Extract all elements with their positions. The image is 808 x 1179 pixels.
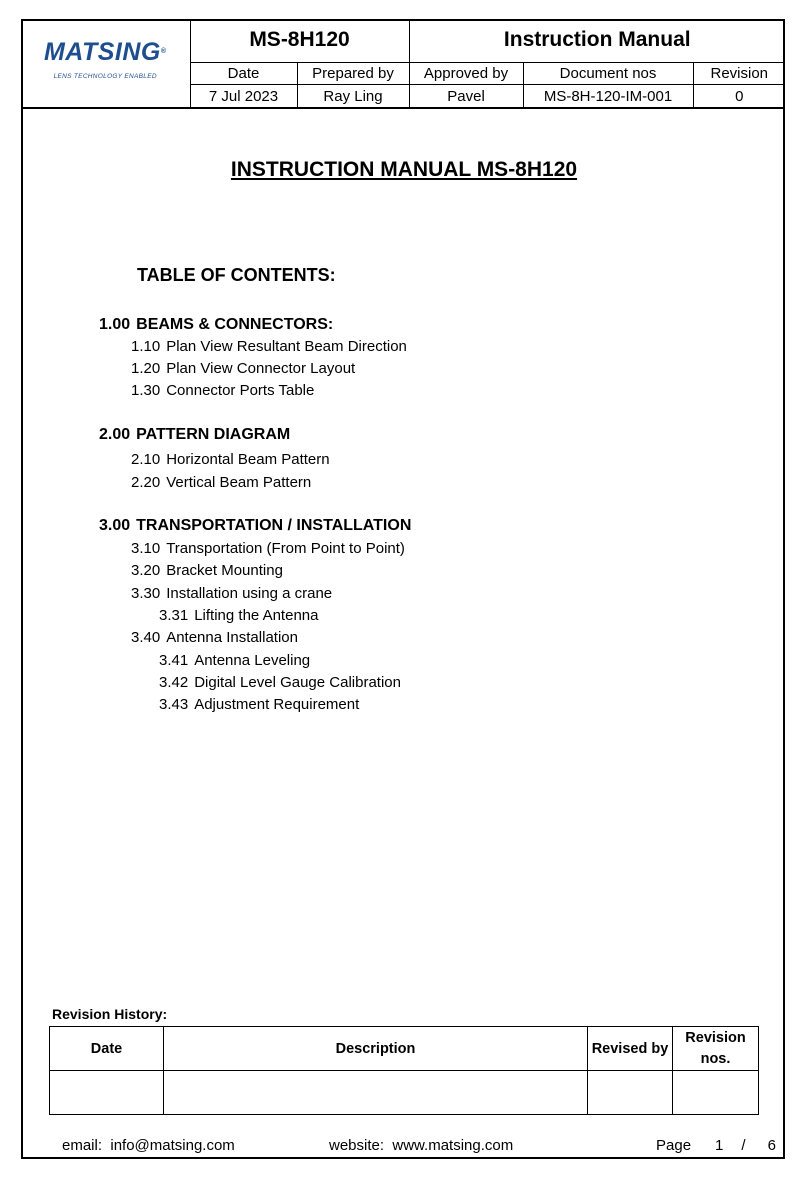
header-document-nos-value: MS-8H-120-IM-001 <box>523 85 693 108</box>
header-col-prepared-by: Prepared by <box>297 62 409 85</box>
header-approved-by-value: Pavel <box>409 85 523 108</box>
toc-number: 3.10 <box>131 540 161 557</box>
toc-label: Installation using a crane <box>166 585 333 602</box>
toc-item <box>159 607 318 624</box>
header-divider <box>21 107 785 109</box>
footer-email: email: info@matsing.com <box>62 1137 235 1154</box>
table-row <box>50 1071 759 1115</box>
toc-label: Digital Level Gauge Calibration <box>194 674 401 691</box>
toc-number: 3.43 <box>159 696 189 713</box>
footer-website: website: www.matsing.com <box>329 1137 514 1154</box>
website-link[interactable]: www.matsing.com <box>392 1137 514 1154</box>
header-col-date: Date <box>190 62 297 85</box>
revision-history-table <box>49 1026 759 1115</box>
toc-item <box>131 360 355 377</box>
toc-item <box>131 585 332 602</box>
toc-label: BEAMS & CONNECTORS: <box>136 316 334 333</box>
toc-section <box>99 316 333 334</box>
rev-cell-date <box>50 1071 164 1115</box>
toc-label: Plan View Connector Layout <box>166 360 356 377</box>
revision-history-label: Revision History: <box>52 1006 168 1022</box>
toc-number: 1.30 <box>131 382 161 399</box>
toc-item <box>131 562 283 579</box>
toc-section <box>99 517 411 535</box>
toc-number: 3.00 <box>99 517 131 534</box>
toc-label: Horizontal Beam Pattern <box>166 451 330 468</box>
matsing-logo: MATSING® LENS TECHNOLOGY ENABLED <box>43 38 167 80</box>
rev-cell-revision-nos <box>673 1071 759 1115</box>
document-type: Instruction Manual <box>409 19 785 62</box>
toc-label: Bracket Mounting <box>166 562 283 579</box>
rev-cell-revised-by <box>588 1071 673 1115</box>
header-col-revision: Revision <box>693 62 785 85</box>
toc-item <box>159 674 401 691</box>
toc-label: Vertical Beam Pattern <box>166 474 312 491</box>
toc-label: Antenna Installation <box>166 629 298 646</box>
rev-col-revised-by: Revised by <box>588 1027 673 1071</box>
toc-number: 1.10 <box>131 338 161 355</box>
toc-heading: TABLE OF CONTENTS: <box>137 265 336 285</box>
toc-number: 3.20 <box>131 562 161 579</box>
toc-item <box>159 652 310 669</box>
toc-label: Antenna Leveling <box>194 652 311 669</box>
toc-number: 2.10 <box>131 451 161 468</box>
toc-label: Connector Ports Table <box>166 382 315 399</box>
header-prepared-by-value: Ray Ling <box>297 85 409 108</box>
toc-number: 2.20 <box>131 474 161 491</box>
toc-label: TRANSPORTATION / INSTALLATION <box>136 517 412 534</box>
header-col-document-nos: Document nos <box>523 62 693 85</box>
toc-item <box>131 474 311 491</box>
toc-label: Adjustment Requirement <box>194 696 360 713</box>
toc-number: 2.00 <box>99 426 131 443</box>
toc-item <box>131 382 314 399</box>
header-date-value: 7 Jul 2023 <box>190 85 297 108</box>
toc-number: 1.00 <box>99 316 131 333</box>
toc-item <box>159 696 359 713</box>
toc-number: 3.42 <box>159 674 189 691</box>
header-col-approved-by: Approved by <box>409 62 523 85</box>
toc-item <box>131 338 407 355</box>
toc-label: PATTERN DIAGRAM <box>136 426 291 443</box>
toc-number: 3.31 <box>159 607 189 624</box>
toc-number: 3.41 <box>159 652 189 669</box>
toc-label: Transportation (From Point to Point) <box>166 540 405 557</box>
toc-item <box>131 540 405 557</box>
header-revision-value: 0 <box>693 85 785 108</box>
toc-label: Plan View Resultant Beam Direction <box>166 338 407 355</box>
toc-label: Lifting the Antenna <box>194 607 319 624</box>
rev-col-revision-nos: Revision nos. <box>673 1027 759 1071</box>
rev-col-date: Date <box>50 1027 164 1071</box>
rev-col-description: Description <box>164 1027 588 1071</box>
footer-page-number: Page 1 / 6 <box>656 1137 776 1154</box>
model-number: MS-8H120 <box>190 19 409 62</box>
email-link[interactable]: info@matsing.com <box>110 1137 235 1154</box>
document-title: INSTRUCTION MANUAL MS-8H120 <box>230 158 578 181</box>
toc-item <box>131 451 330 468</box>
toc-number: 1.20 <box>131 360 161 377</box>
rev-cell-description <box>164 1071 588 1115</box>
toc-item <box>131 629 298 646</box>
logo-cell <box>21 19 190 108</box>
toc-number: 3.40 <box>131 629 161 646</box>
document-header <box>21 19 785 108</box>
toc-number: 3.30 <box>131 585 161 602</box>
toc-section <box>99 426 290 444</box>
